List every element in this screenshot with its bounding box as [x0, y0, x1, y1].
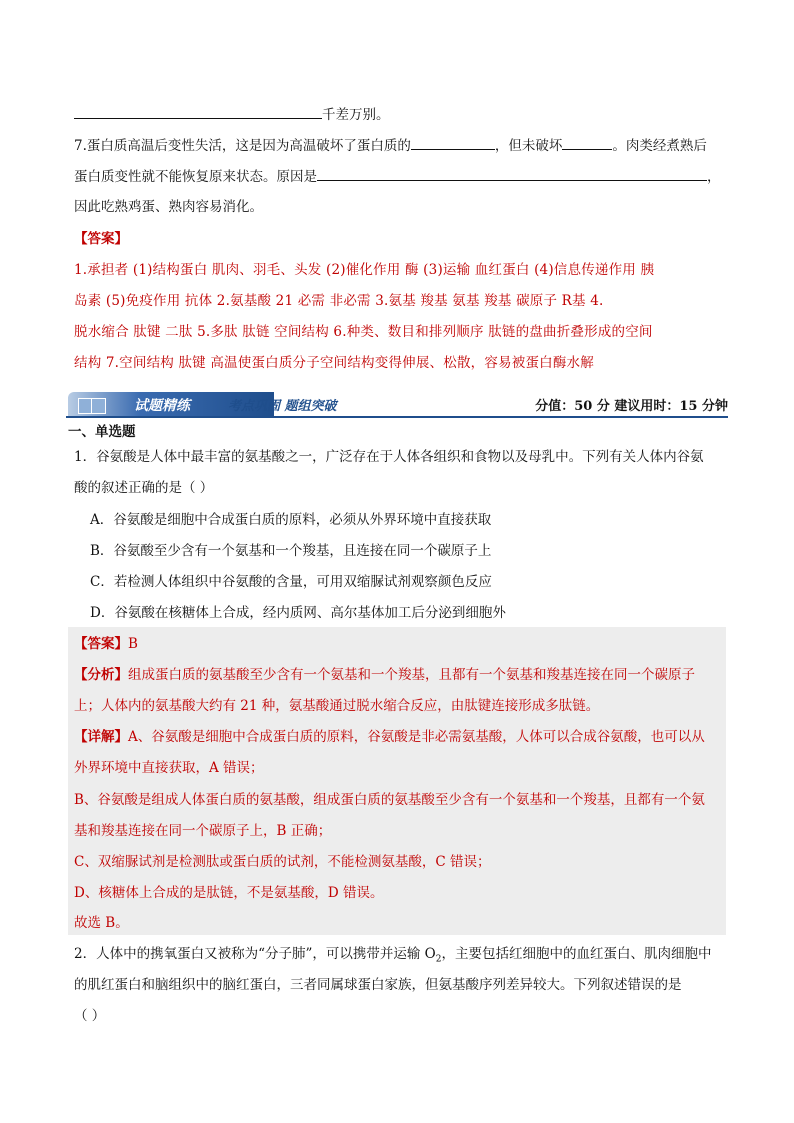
- section-title: 一、单选题: [68, 424, 136, 440]
- question1-stem-line2: 酸的叙述正确的是（ ）: [74, 480, 214, 496]
- question7-line2: 蛋白质变性就不能恢复原来状态。原因是 ，: [74, 166, 726, 187]
- answer-line: 岛素 (5)免疫作用 抗体 2.氨基酸 21 必需 非必需 3.氨基 羧基 氨基 羧基 碳原子 R基 4.: [74, 293, 604, 309]
- question7-line3: 因此吃熟鸡蛋、熟肉容易消化。: [74, 199, 263, 215]
- question1-detail-line6: D、核糖体上合成的是肽链，不是氨基酸，D 错误。: [74, 885, 384, 901]
- fill-blank[interactable]: [411, 135, 495, 150]
- question1-option-a[interactable]: A．谷氨酸是细胞中合成蛋白质的原料，必须从外界环境中直接获取: [90, 512, 492, 528]
- question1-detail-line4: 基和羧基连接在同一个碳原子上，B 正确；: [74, 823, 332, 839]
- question1-option-b[interactable]: B．谷氨酸至少含有一个氨基和一个羧基，且连接在同一个碳原子上: [90, 543, 492, 559]
- score-and-time: 分值：50 分 建议用时：15 分钟: [535, 399, 728, 414]
- question7-line1: 7.蛋白质高温后变性失活，这是因为高温破坏了蛋白质的 ，但未破坏 。肉类经煮熟后: [74, 135, 726, 156]
- question1-answer: 【答案】B: [74, 636, 138, 652]
- question1-option-d[interactable]: D．谷氨酸在核糖体上合成，经内质网、高尔基体加工后分泌到细胞外: [90, 605, 506, 621]
- banner-subtitle: 考点巩固 题组突破: [228, 399, 337, 414]
- banner-divider: [66, 416, 728, 418]
- question1-stem-line1: 1．谷氨酸是人体中最丰富的氨基酸之一，广泛存在于人体各组织和食物以及母乳中。下列有关人体内谷氨: [74, 449, 704, 465]
- answer-header: 【答案】: [74, 231, 128, 247]
- banner-title: 试题精练: [134, 398, 190, 414]
- answer-line: 脱水缩合 肽键 二肽 5.多肽 肽链 空间结构 6.种类、数目和排列顺序 肽链的盘曲折叠形成的空间: [74, 324, 653, 340]
- question1-option-c[interactable]: C．若检测人体组织中谷氨酸的含量，可用双缩脲试剂观察颜色反应: [90, 574, 492, 590]
- question1-detail-line5: C、双缩脲试剂是检测肽或蛋白质的试剂，不能检测氨基酸，C 错误；: [74, 854, 491, 870]
- question1-detail-line3: B、谷氨酸是组成人体蛋白质的氨基酸，组成蛋白质的氨基酸至少含有一个氨基和一个羧基，且都有一个氨: [74, 792, 705, 808]
- question1-detail-line1: 【详解】A、谷氨酸是细胞中合成蛋白质的原料，谷氨酸是非必需氨基酸，人体可以合成谷氨酸，也可以从: [74, 729, 705, 745]
- question1-analysis-line1: 【分析】组成蛋白质的氨基酸至少含有一个氨基和一个羧基，且都有一个氨基和羧基连接在同一个碳原子: [74, 667, 695, 683]
- question1-conclusion: 故选 B。: [74, 915, 129, 931]
- question6-tail: 千差万别。: [74, 104, 726, 125]
- answer-line: 结构 7.空间结构 肽键 高温使蛋白质分子空间结构变得伸展、松散，容易被蛋白酶水解: [74, 355, 594, 371]
- fill-blank[interactable]: [562, 135, 612, 150]
- fill-blank[interactable]: [74, 104, 322, 119]
- answer-line: 1.承担者 (1)结构蛋白 肌肉、羽毛、头发 (2)催化作用 酶 (3)运输 血红蛋白 (4)信息传递作用 胰: [74, 262, 655, 278]
- question2-stem-line1: 2．人体中的携氧蛋白又被称为“分子肺”，可以携带并运输 $O_2$，主要包括红细胞中的血红蛋白、肌肉细胞中: [74, 946, 712, 965]
- fill-blank[interactable]: [317, 166, 707, 181]
- book-icon: [78, 398, 106, 414]
- question2-stem-line3: （ ）: [74, 1008, 106, 1024]
- question1-detail-line2: 外界环境中直接获取，A 错误；: [74, 760, 264, 776]
- question1-analysis-line2: 上；人体内的氨基酸大约有 21 种，氨基酸通过脱水缩合反应，由肽键连接形成多肽链。: [74, 698, 600, 714]
- question2-stem-line2: 的肌红蛋白和脑组织中的脑红蛋白，三者同属球蛋白家族，但氨基酸序列差异较大。下列叙述错误的是: [74, 977, 682, 993]
- section-banner: [66, 390, 728, 420]
